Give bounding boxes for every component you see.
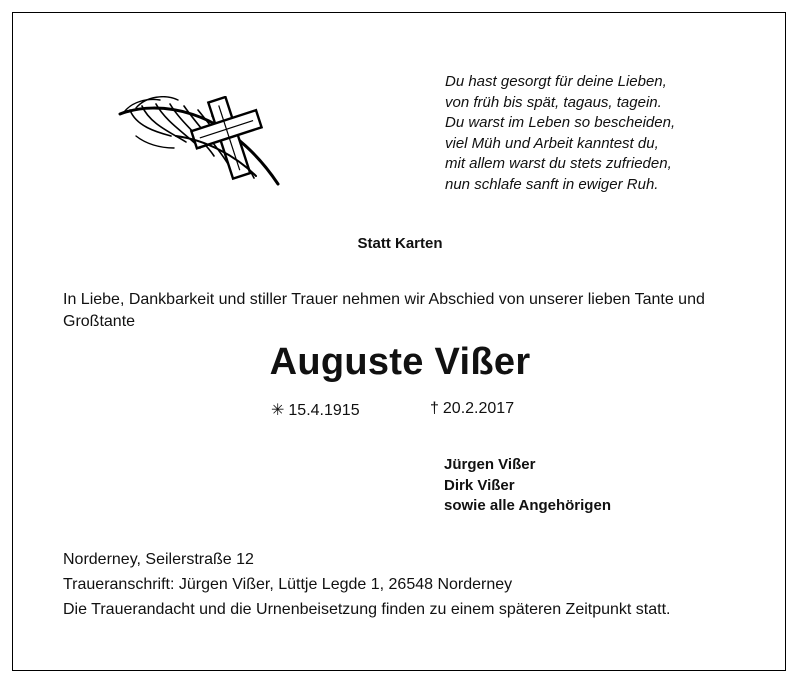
death-cross-icon: † [430,400,439,417]
birth-date-value: 15.4.1915 [288,402,360,419]
deceased-name: Auguste Vißer [269,341,531,383]
mourner-line: Dirk Vißer [444,476,515,494]
cross-with-palm-frond-icon [116,96,281,191]
poem-line: nun schlafe sanft in ewiger Ruh. [445,175,659,193]
poem-line: Du warst im Leben so bescheiden, [445,114,676,131]
birth-star-icon: ✳ [271,402,285,419]
mourner-line: sowie alle Angehörigen [444,497,611,514]
mourner-line: Jürgen Vißer [444,456,536,473]
mourners-list [444,455,611,517]
notice-line: Die Trauerandacht und die Urnenbeisetzung finden zu einem späteren Zeitpunkt statt. [63,601,671,618]
intro-text: In Liebe, Dankbarkeit und stiller Trauer nehmen wir Abschied von unserer lieben Tante und Großtante [63,291,705,330]
death-date [430,400,514,418]
poem-line: mit allem warst du stets zufrieden, [445,155,672,172]
poem-line: Du hast gesorgt für deine Lieben, [445,73,667,90]
death-date-value: 20.2.2017 [442,400,515,417]
address-line: Traueranschrift: Jürgen Vißer, Lüttje Legde 1, 26548 Norderney [63,576,513,593]
footer-info [63,547,670,622]
statt-karten-heading: Statt Karten [357,235,443,252]
poem-line: von früh bis spät, tagaus, tagein. [445,93,662,111]
memorial-poem [445,72,675,195]
location-line: Norderney, Seilerstraße 12 [63,551,254,568]
poem-line: viel Müh und Arbeit kanntest du, [445,134,659,152]
birth-date [271,400,360,420]
